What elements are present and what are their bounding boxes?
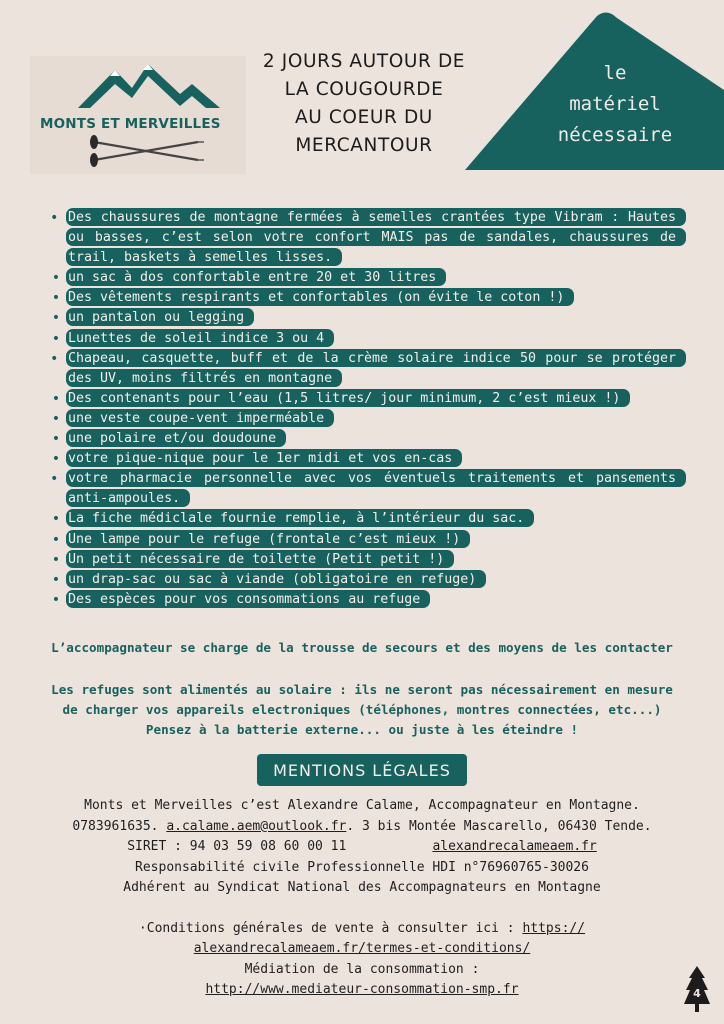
- list-item: • Des vêtements respirants et confortables (on évite le coton !): [46, 288, 686, 308]
- cgv-link[interactable]: alexandrecalameaem.fr/termes-et-conditions/: [193, 941, 531, 956]
- title-line: AU COEUR DU: [295, 107, 433, 128]
- list-item: • Un petit nécessaire de toilette (Petit petit !): [46, 550, 686, 570]
- list-item: • votre pharmacie personnelle avec vos éventuels traitements et pansements anti-ampoules.: [46, 469, 686, 509]
- list-item: • une polaire et/ou doudoune: [46, 429, 686, 449]
- solar-note-line: Les refuges sont alimentés au solaire : ils ne seront pas nécessairement en mesure: [51, 682, 673, 697]
- bullet-icon: •: [51, 310, 61, 327]
- address: . 3 bis Montée Mascarello, 06430 Tende.: [346, 818, 652, 834]
- logo-text: MONTS ET MERVEILLES: [40, 116, 221, 132]
- list-item: • Des chaussures de montagne fermées à semelles crantées type Vibram : Hautes ou basses, c’est selon votre confort MAIS pas de sandales, chaussures de trail, baskets à semelles lisses.: [46, 208, 686, 268]
- siret: SIRET : 94 03 59 08 60 00 11: [127, 839, 347, 854]
- title-line: LA COUGOURDE: [284, 79, 444, 100]
- solar-note-line: Pensez à la batterie externe... ou juste à les éteindre !: [145, 722, 579, 737]
- list-item: • Lunettes de soleil indice 3 ou 4: [46, 329, 686, 349]
- cgv-label: ·Conditions générales de vente à consulter ici :: [138, 920, 523, 936]
- section-tag: [540, 58, 690, 151]
- legal-line: Responsabilité civile Professionnelle HDI n°76960765-30026: [135, 859, 589, 875]
- mountain-logo-icon: [30, 56, 246, 174]
- list-item: • un drap-sac ou sac à viande (obligatoire en refuge): [46, 570, 686, 590]
- first-aid-note: L’accompagnateur se charge de la trousse de secours et des moyens de les contacter: [51, 640, 673, 655]
- section-tag-line: nécessaire: [557, 124, 673, 146]
- website-link[interactable]: alexandrecalameaem.fr: [432, 839, 597, 854]
- phone-number: 0783961635.: [72, 818, 159, 834]
- bullet-icon: •: [51, 390, 61, 407]
- bullet-icon: •: [51, 571, 61, 588]
- legal-heading: MENTIONS LÉGALES: [257, 754, 467, 786]
- title-line: 2 JOURS AUTOUR DE: [262, 51, 466, 72]
- bullet-icon: •: [51, 290, 61, 307]
- list-item: • une veste coupe-vent imperméable: [46, 409, 686, 429]
- solar-note-line: de charger vos appareils electroniques (téléphones, montres connectées, etc...): [62, 702, 662, 717]
- bullet-icon: •: [51, 551, 61, 568]
- list-item: • votre pique-nique pour le 1er midi et vos en-cas: [46, 449, 686, 469]
- legal-contact-line: [40, 817, 684, 838]
- cgv-link[interactable]: https://: [522, 920, 586, 936]
- mediation-link[interactable]: http://www.mediateur-consommation-smp.fr: [205, 982, 519, 997]
- section-tag-line: le: [603, 62, 627, 84]
- equipment-list: [46, 208, 686, 610]
- legal-block: [40, 796, 684, 1001]
- bullet-icon: •: [51, 431, 61, 448]
- bullet-icon: •: [50, 350, 59, 367]
- list-item: • un pantalon ou legging: [46, 308, 686, 328]
- bullet-icon: •: [51, 511, 61, 528]
- bullet-icon: •: [51, 330, 61, 347]
- list-item: • Des espèces pour vos consommations au refuge: [46, 590, 686, 610]
- title-line: MERCANTOUR: [295, 135, 433, 156]
- logo: [30, 56, 246, 174]
- section-tag-line: matériel: [569, 93, 661, 115]
- list-item: • Chapeau, casquette, buff et de la crème solaire indice 50 pour se protéger des UV, moins filtrés en montagne: [46, 349, 686, 389]
- page-number: 4: [693, 987, 701, 1000]
- email-link[interactable]: a.calame.aem@outlook.fr: [166, 818, 347, 834]
- list-item: • Une lampe pour le refuge (frontale c’est mieux !): [46, 530, 686, 550]
- cgv-line-2: [40, 939, 684, 960]
- mediation-label: Médiation de la consommation :: [244, 961, 480, 977]
- page-title: [240, 48, 488, 160]
- tree-icon: [683, 964, 711, 1014]
- bullet-icon: •: [50, 210, 59, 226]
- bullet-icon: •: [51, 410, 61, 427]
- bullet-icon: •: [50, 471, 59, 488]
- list-item: • La fiche médiclale fournie remplie, à l’intérieur du sac.: [46, 509, 686, 529]
- legal-line: Monts et Merveilles c’est Alexandre Calame, Accompagnateur en Montagne.: [84, 798, 640, 813]
- list-item: • Des contenants pour l’eau (1,5 litres/ jour minimum, 2 c’est mieux !): [46, 389, 686, 409]
- list-item: • un sac à dos confortable entre 20 et 30 litres: [46, 268, 686, 288]
- bullet-icon: •: [51, 270, 61, 287]
- mediation-line: [40, 980, 684, 1001]
- cgv-line: [40, 919, 684, 940]
- bullet-icon: •: [51, 531, 61, 548]
- legal-line: Adhérent au Syndicat National des Accompagnateurs en Montagne: [123, 880, 601, 895]
- solar-note: [20, 680, 704, 740]
- legal-siret-line: [40, 837, 684, 858]
- bullet-icon: •: [51, 451, 61, 468]
- bullet-icon: •: [51, 591, 61, 608]
